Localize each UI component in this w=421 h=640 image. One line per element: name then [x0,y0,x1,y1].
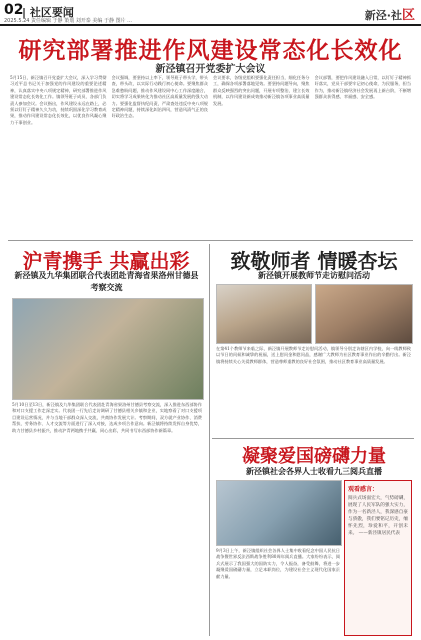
headline-article2: 沪青携手 共赢出彩 [22,249,190,273]
quote-title: 观看感言： [348,486,379,493]
headline-article4: 凝聚爱国磅礴力量 [242,446,386,467]
article1-col3: 会议要求，各级党组织要强化责任担当，细化任务分工，确保各项部署落地见效。要坚持问题导向，聚焦群众反映强烈的突出问题，开展专项整治，建立长效机制，以作风建设新成效推动新泾镇各项事业高质量发展。 [213,75,310,106]
article1-col4: 会议部署，要把作风建设融入日常，以钉钉子精神抓好落实，党员干部要牢记初心使命，为民服务，担当作为，推动新泾镇经济社会发展再上新台阶，不断增强群众获得感、幸福感、安全感。 [314,75,411,100]
edition-meta: 2025.5.24 责任编辑 于静 策划 刘开泰 美编 于静 图片 ... [4,18,132,24]
subheadline-article2: 新泾镇及九华集团联合代表团赴青海省果洛州甘德县考察交流 [14,271,199,292]
brand-logo: 新泾·社区 [364,8,415,23]
photo-teachers-2 [315,284,413,344]
quote-text: 阅兵式场面宏大，气势磅礴，展现了人民军队的强大实力，作为一名新泾人，我深感自豪与骄傲，我们要铭记历史，缅怀先烈，珍爱和平，开创未来。 ——新泾镇居民代表 [348,496,408,536]
subheadline-article3: 新泾镇开展教师节走访慰问活动 [258,271,370,280]
headline-article3: 致敬师者 情暖杏坛 [230,249,398,273]
page-number: 02 [4,2,24,18]
subheadline-main: 新泾镇召开党委扩大会议 [155,64,266,75]
article1-col1: 5月15日，新泾镇召开党委扩大会议，深入学习贯彻习近平总书记关于加强党的作风建设的重要论述精神，认真落实中央八项规定精神，研究部署推进作风建设常态化长效化工作。镇领导班子成员、各部门负责人参加会议。会议指出，作风建设永远在路上，必须以钉钉子精神久久为功，持续巩固深化学习教育成果，推动作风建设常态化长效化，以优良作风凝心聚力干事创业。 [10,75,107,125]
quote-box [344,480,412,636]
article2-body: 5月10日至13日，新泾镇及九华集团联合代表团赴青海省果洛州甘德县考察交流，深入推进东西部协作和对口支援工作走深走实。代表团一行先后走访调研了甘德县相关乡镇和企业，实地察看了对口支援项目建设运营情况，并与当地干部群众深入交流，共商协作发展大计。考察期间，双方就产业协作、消费帮扶、劳务协作、人才交流等方面进行了深入对接，达成多项合作意向。新泾镇将持续发挥自身优势，助力甘德县乡村振兴，推动沪青两地携手共赢、同心出彩，共同书写东西部协作新篇章。 [12,402,202,433]
article3-body: 在第41个教师节来临之际，新泾镇开展教师节走访慰问活动，镇领导分别走访辖区内学校，向一线教师致以节日的问候和诚挚的祝福，送上慰问金和慰问品，感谢广大教师为社区教育事业作出的辛勤付出。新泾镇将持续关心关爱教师群体，营造尊师重教的良好社会氛围，推动社区教育事业高质量发展。 [216,346,411,364]
divider [8,240,413,241]
divider-2 [212,438,414,439]
article4-body: 9月3日上午，新泾镇组织社会各界人士集中收看纪念中国人民抗日战争暨世界反法西斯战争胜利80周年阅兵直播。大家纷纷表示，阅兵式展示了我国强大的国防实力，令人振奋，备受鼓舞，将进一步凝聚爱国磅礴力量，立足本职岗位，为建设社会主义现代化国家贡献力量。 [216,548,340,579]
column-divider [209,244,210,636]
article1-col2: 会议强调，要坚持以上率下，领导班子带头学，带头查，带头改，以实际行动践行初心使命。要聚焦群众急难愁盼问题，推动作风建设同中心工作深度融合，切实将学习成果转化为推动社区高质量发展的强大动力。要强化监督执纪问责，严肃查处违反中央八项规定精神问题，持续深化纠治四风，营造风清气正的良好政治生态。 [111,75,208,119]
page-section-name: | 社区要闻 [22,6,74,19]
article1-body [10,75,411,235]
photo-teachers-1 [216,284,312,344]
subheadline-article4: 新泾镇社会各界人士收看九三阅兵直播 [246,467,382,476]
photo-parade-viewing [216,480,342,546]
photo-delegation [12,298,204,400]
headline-main: 研究部署推进作风建设常态化长效化 [18,38,403,64]
